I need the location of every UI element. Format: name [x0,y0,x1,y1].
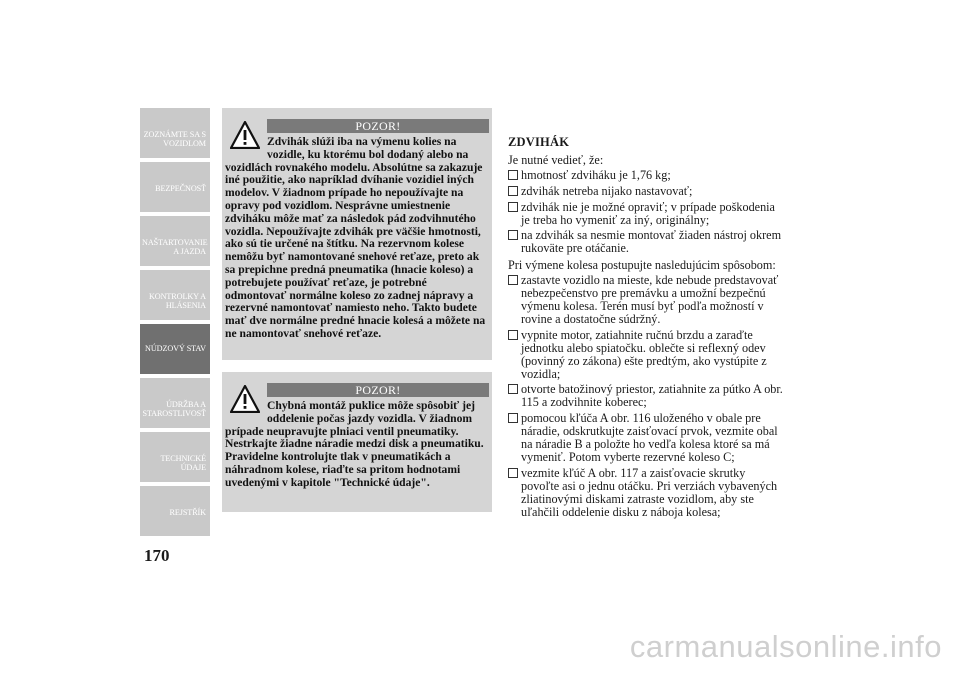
tab-kontrolky[interactable] [140,270,210,320]
checkbox-icon [508,384,518,394]
tab-bezpecnost[interactable] [140,162,210,212]
tab-label: ÚDRŽBA A STAROSTLIVOSŤ [142,400,206,418]
list-item: vypnite motor, zatiahnite ručnú brzdu a zaraďte jednotku alebo spiatočku. oblečte si reflexný odev (povinný zo zákona) ešte predtým, ako vystúpite z vozidla; [508,329,783,381]
list-item: zdvihák netreba nijako nastavovať; [508,185,783,198]
chapter-sidebar [140,108,210,540]
tab-label: NÚDZOVÝ STAV [145,344,206,353]
tab-nudzovy-stav[interactable] [140,324,210,374]
warning-title: POZOR! [267,383,489,397]
tab-rejstrik[interactable] [140,486,210,536]
warning-box [222,108,492,360]
warning-title: POZOR! [267,119,489,133]
steps-list [508,274,783,518]
list-item: vezmite kľúč A obr. 117 a zaisťovacie skrutky povoľte asi o jednu otáčku. Pri verziách vybavených zliatinovými diskami zatraste vozidlom, aby ste uľahčili oddelenie disku z náboja kolesa; [508,467,783,519]
tab-label: TECHNICKÉ ÚDAJE [160,454,206,472]
list-item: na zdvihák sa nesmie montovať žiaden nástroj okrem rukoväte pre otáčanie. [508,229,783,255]
checkbox-icon [508,230,518,240]
tab-label: REJSTŘÍK [169,508,206,517]
warning-text-container [225,400,489,490]
warning-text-container [225,136,489,341]
section-heading: ZDVIHÁK [508,135,570,149]
fact-list [508,169,783,255]
steps-intro: Pri výmene kolesa postupujte nasledujúcim spôsobom: [508,258,776,273]
watermark: carmanualsonline.info [629,629,942,664]
tab-technicke-udaje[interactable] [140,432,210,482]
list-item: hmotnosť zdviháku je 1,76 kg; [508,169,783,182]
list-item: zastavte vozidlo na mieste, kde nebude predstavovať nebezpečenstvo pre premávku a umožní bezpečnú výmenu kolesa. Terén musí byť podľa možností v rovine a dostatočne súdržný. [508,274,783,326]
checkbox-icon [508,413,518,423]
tab-zoznamte-sa[interactable] [140,108,210,158]
tab-nastartovanie[interactable] [140,216,210,266]
warning-box [222,372,492,512]
warning-text: Chybná montáž puklice môže spôsobiť jej oddelenie počas jazdy vozidla. V žiadnom prípade neupravujte plniaci ventil pneumatiky. Nestrkajte žiadne náradie medzi disk a pneumatiku. Pravidelne kontrolujte tlak v pneumatikách a náhradnom kolese, riaďte sa pritom hodnotami uvedenými v kapitole "Technické údaje". [225,399,484,489]
list-item: otvorte batožinový priestor, zatiahnite za pútko A obr. 115 a zodvihnite koberec; [508,383,783,409]
warning-text: Zdvihák slúži iba na výmenu kolies na vozidle, ku ktorému bol dodaný alebo na vozidlách rovnakého modelu. Absolútne sa zakazuje iné použitie, ako napríklad dvíhanie vozidiel iných modelov. V žiadnom prípade ho nepoužívajte na opravy pod vozidlom. Nesprávne umiestnenie zdviháku môže mať za následok pád zodvihnutého vozidla. Nepoužívajte zdvihák pre väčšie hmotnosti, ako sú tie určené na štítku. Na rezervnom kolese nemôžu byť namontované snehové reťaze, preto ak sa prepichne predná pneumatika (hnacie koleso) a potrebujete používať reťaze, je potrebné odmontovať normálne koleso zo zadnej nápravy a rezervné namontovať namiesto neho. Takto budete mať dve normálne predné hnacie kolesá a môžete na ne namontovať snehové reťaze. [225,135,486,340]
list-item: zdvihák nie je možné opraviť; v prípade poškodenia je treba ho vymeniť za iný, originálny; [508,201,783,227]
checkbox-icon [508,468,518,478]
checkbox-icon [508,186,518,196]
page-number: 170 [144,546,170,565]
tab-udrzba[interactable] [140,378,210,428]
tab-label: BEZPEČNOSŤ [155,184,206,193]
checkbox-icon [508,275,518,285]
main-column [508,136,783,521]
checkbox-icon [508,170,518,180]
checkbox-icon [508,202,518,212]
tab-label: ZOZNÁMTE SA S VOZIDLOM [143,130,206,148]
section-intro: Je nutné vedieť, že: [508,152,604,167]
tab-label: NAŠTARTOVANIE A JAZDA [142,238,208,256]
checkbox-icon [508,330,518,340]
list-item: pomocou kľúča A obr. 116 uloženého v obale pre náradie, odskrutkujte zaisťovací prvok, vezmite obal na náradie B a položte ho vedľa kolesa ktoré sa má vymeniť. Potom vyberte rezervné koleso C; [508,412,783,464]
tab-label: KONTROLKY A HLÁSENIA [148,292,206,310]
